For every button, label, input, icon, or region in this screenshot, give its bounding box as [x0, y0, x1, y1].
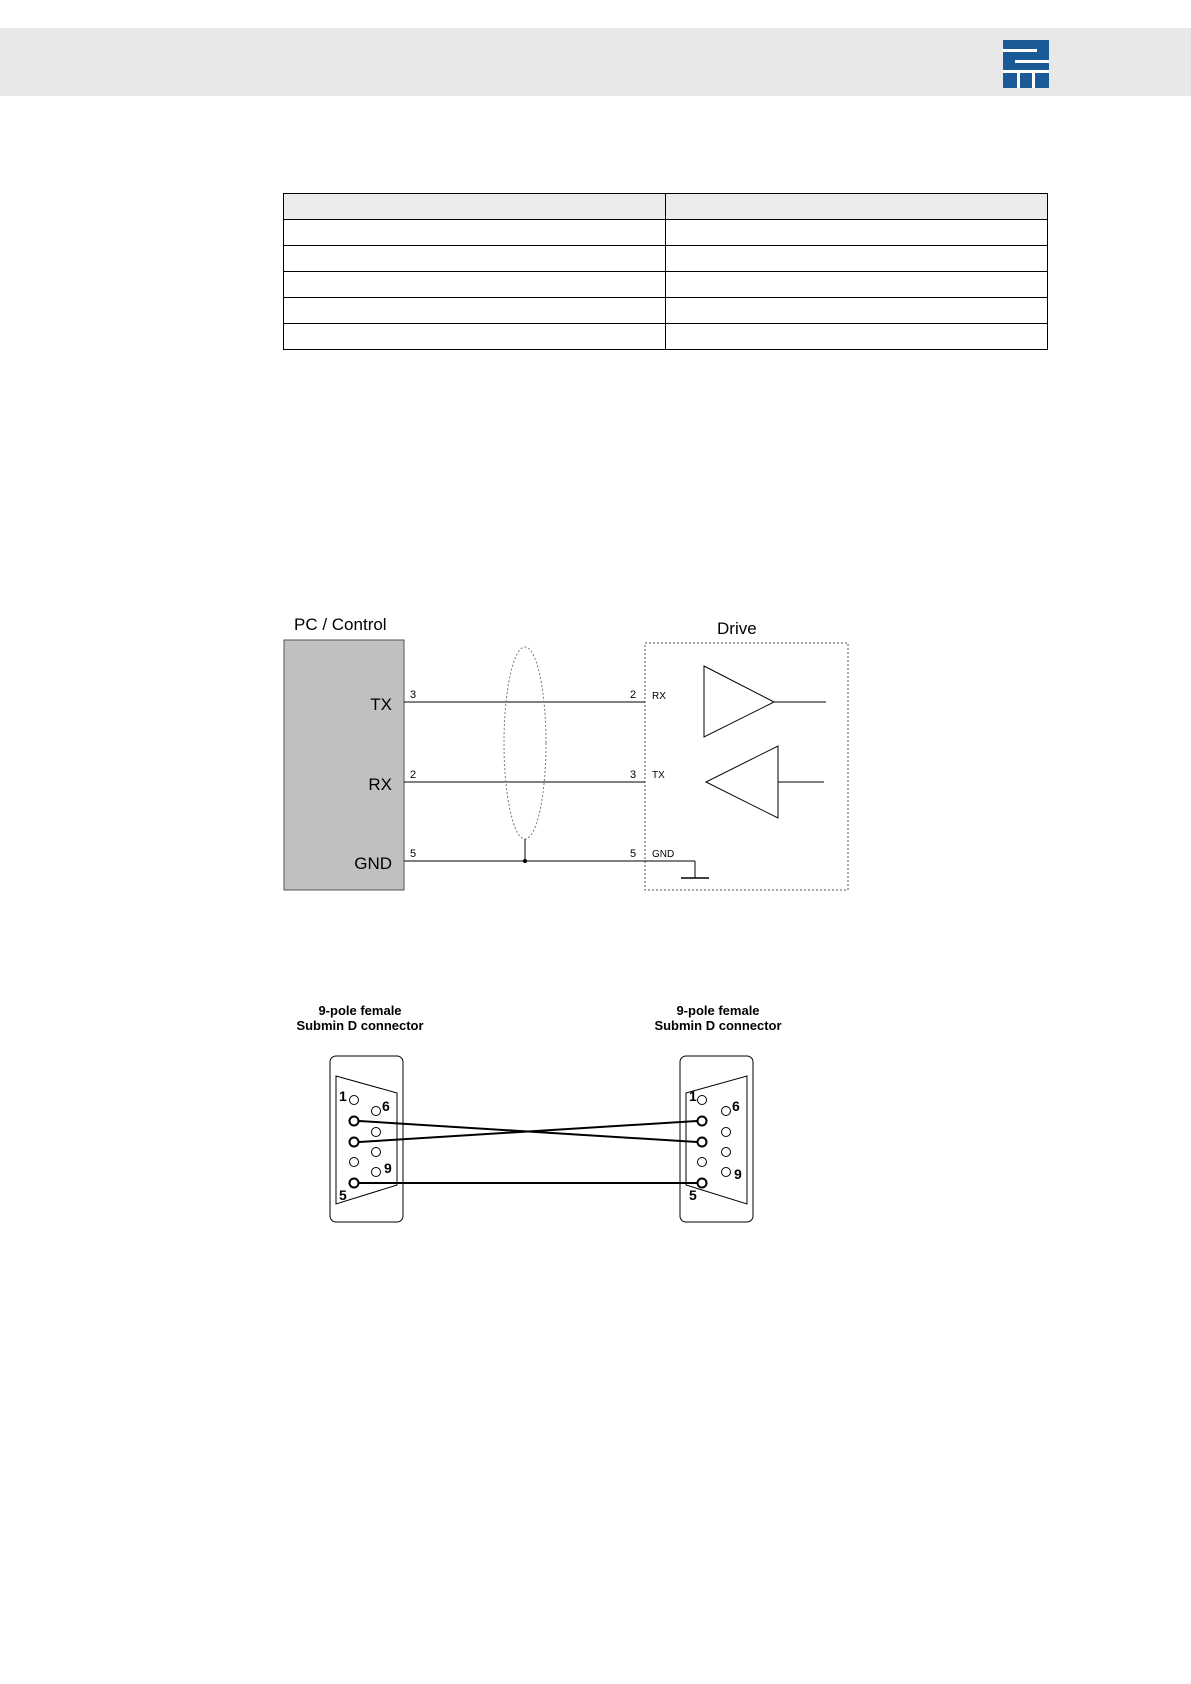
drive-gnd-pin: 5	[630, 848, 637, 860]
right-pin	[722, 1128, 731, 1137]
drive-label: Drive	[717, 619, 757, 638]
right-pin-label-1: 1	[689, 1088, 697, 1104]
left-pin-label-1: 1	[339, 1088, 347, 1104]
left-pin-label-9: 9	[384, 1160, 392, 1176]
left-connector-title: 9-pole female	[318, 1003, 402, 1018]
left-pin	[350, 1179, 359, 1188]
pc-rx-pin: 2	[410, 769, 417, 781]
right-connector-subtitle: Submin D connector	[654, 1018, 782, 1033]
left-pin	[350, 1158, 359, 1167]
right-pin	[698, 1158, 707, 1167]
right-pin	[698, 1138, 707, 1147]
right-pin-label-5: 5	[689, 1187, 697, 1203]
left-pin	[372, 1107, 381, 1116]
right-pin	[698, 1117, 707, 1126]
right-pin	[722, 1148, 731, 1157]
right-connector-title: 9-pole female	[676, 1003, 760, 1018]
drive-rx-label: RX	[652, 691, 666, 702]
left-pin-label-5: 5	[339, 1187, 347, 1203]
pc-gnd-label: GND	[354, 854, 392, 873]
right-pin-label-9: 9	[734, 1166, 742, 1182]
drive-gnd-label: GND	[652, 849, 675, 860]
left-pin	[372, 1128, 381, 1137]
right-pin	[722, 1168, 731, 1177]
pc-tx-pin: 3	[410, 689, 417, 701]
drive-tx-pin: 3	[630, 769, 637, 781]
right-pin	[698, 1179, 707, 1188]
pc-rx-label: RX	[368, 775, 392, 794]
left-pin-label-6: 6	[382, 1098, 390, 1114]
right-pin	[722, 1107, 731, 1116]
right-pin	[698, 1096, 707, 1105]
left-pin	[350, 1096, 359, 1105]
left-pin	[372, 1148, 381, 1157]
drive-tx-label: TX	[652, 770, 665, 781]
drive-rx-pin: 2	[630, 689, 637, 701]
right-pin-label-6: 6	[732, 1098, 740, 1114]
pc-tx-label: TX	[370, 695, 392, 714]
left-connector-subtitle: Submin D connector	[296, 1018, 424, 1033]
pc-gnd-pin: 5	[410, 848, 417, 860]
left-pin	[350, 1138, 359, 1147]
left-pin	[350, 1117, 359, 1126]
left-pin	[372, 1168, 381, 1177]
pc-control-label: PC / Control	[294, 615, 387, 634]
